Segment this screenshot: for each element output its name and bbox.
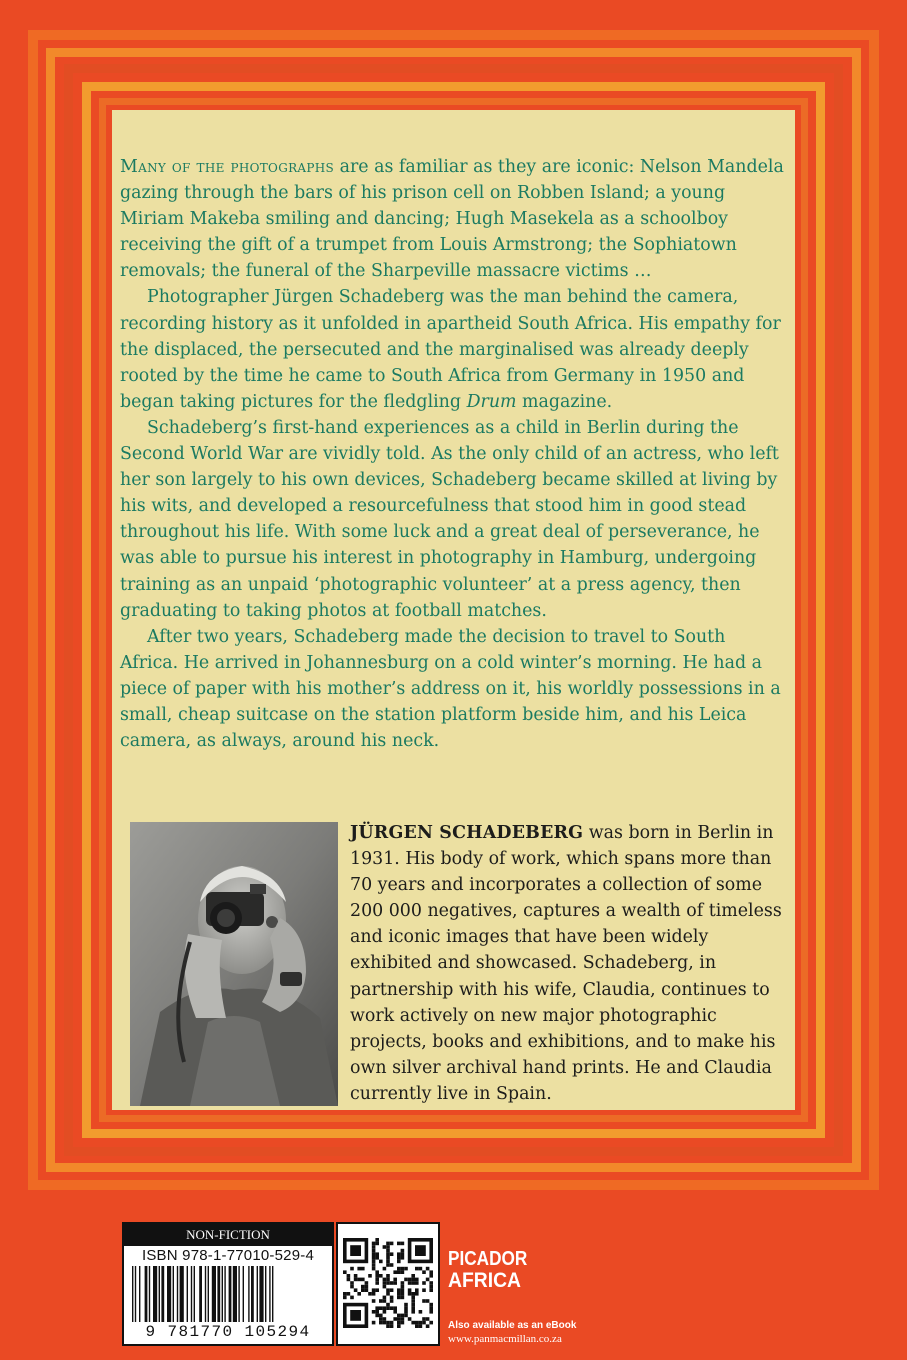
qr-module (397, 1296, 401, 1300)
qr-module (429, 1310, 433, 1314)
qr-module (350, 1285, 354, 1289)
qr-module (411, 1281, 415, 1285)
barcode-bar (265, 1266, 266, 1322)
qr-module (375, 1314, 379, 1318)
publisher-logo-line-2: AFRICA (448, 1269, 521, 1292)
qr-module (365, 1281, 369, 1285)
qr-module (361, 1278, 365, 1282)
qr-module (347, 1278, 351, 1282)
qr-module (379, 1274, 383, 1278)
qr-module (404, 1306, 408, 1310)
qr-module (429, 1288, 433, 1292)
qr-module (415, 1288, 419, 1292)
barcode-box (122, 1222, 334, 1346)
blurb-p2-before: Photographer Jürgen Schadeberg was the man behind the camera, recording history as it unfolded in apartheid South Africa. His empathy for the displaced, the persecuted and the marginalised was already deeply rooted by the time he came to South Africa from Germany in 1950 and began taking pictures for the fledgling (120, 287, 781, 412)
qr-module (401, 1281, 405, 1285)
qr-module (350, 1296, 354, 1300)
qr-module (368, 1274, 372, 1278)
magazine-title: Drum (466, 391, 517, 412)
author-bio-paragraph (350, 820, 786, 1107)
qr-module (397, 1256, 401, 1260)
barcode-bar (187, 1266, 188, 1322)
barcode-bar (259, 1266, 263, 1322)
qr-module (375, 1270, 379, 1274)
qr-module (411, 1292, 415, 1296)
qr-module (419, 1310, 423, 1314)
qr-module (415, 1321, 419, 1325)
qr-module (386, 1303, 390, 1307)
qr-module (386, 1252, 390, 1256)
qr-module (375, 1238, 379, 1242)
qr-module (386, 1263, 390, 1267)
qr-module (350, 1281, 354, 1285)
barcode-bar (177, 1266, 178, 1322)
qr-module (386, 1260, 390, 1264)
qr-module (393, 1317, 397, 1321)
barcode-bar (243, 1266, 244, 1322)
ebook-note: Also available as an eBook (448, 1320, 577, 1331)
qr-module (386, 1274, 390, 1278)
qr-module (426, 1324, 430, 1328)
qr-module (429, 1303, 433, 1307)
qr-module (372, 1260, 376, 1264)
qr-module (383, 1267, 387, 1271)
qr-module (390, 1324, 394, 1328)
qr-module (372, 1249, 376, 1253)
qr-module (365, 1288, 369, 1292)
qr-module (415, 1324, 419, 1328)
barcode-bar (194, 1266, 195, 1322)
barcode-bar (205, 1266, 206, 1322)
qr-module (390, 1242, 394, 1246)
qr-module (386, 1281, 390, 1285)
qr-module (386, 1242, 390, 1246)
qr-module (408, 1281, 412, 1285)
barcode-bar (251, 1266, 254, 1322)
qr-module (375, 1242, 379, 1246)
qr-module (415, 1281, 419, 1285)
blurb-paragraph-1 (120, 154, 786, 284)
barcode-bar (145, 1266, 148, 1322)
blurb-paragraph-3: Schadeberg’s first-hand experiences as a child in Berlin during the Second World War are vividly told. As the only child of an actress, who left her son largely to his own devices, Schadeberg became skilled at living by his wits, and developed a resourcefulness that stood him in good stead throughout his life. With some luck and a great deal of perseverance, he was able to pursue his interest in photography in Hamburg, undergoing training as an unpaid ‘photographic volunteer’ at a press agency, then graduating to taking photos at football matches. (120, 417, 779, 621)
qr-module (354, 1274, 358, 1278)
qr-module (386, 1249, 390, 1253)
qr-module (372, 1267, 376, 1271)
qr-module (426, 1299, 430, 1303)
qr-module (411, 1274, 415, 1278)
qr-module (415, 1267, 419, 1271)
qr-module (379, 1306, 383, 1310)
qr-finder-pattern (415, 1245, 426, 1256)
qr-module (390, 1296, 394, 1300)
barcode-bar (212, 1266, 216, 1322)
qr-module (401, 1249, 405, 1253)
qr-module (372, 1292, 376, 1296)
qr-module (390, 1321, 394, 1325)
qr-module (347, 1292, 351, 1296)
qr-module (347, 1274, 351, 1278)
qr-module (397, 1324, 401, 1328)
qr-module (411, 1299, 415, 1303)
qr-module (393, 1306, 397, 1310)
qr-module (401, 1267, 405, 1271)
qr-module (357, 1267, 361, 1271)
qr-module (429, 1274, 433, 1278)
barcode-bar (159, 1266, 160, 1322)
qr-module (411, 1306, 415, 1310)
qr-module (426, 1278, 430, 1282)
qr-module (383, 1285, 387, 1289)
blurb-lead-in: Many of the photographs (120, 157, 335, 177)
qr-module (386, 1292, 390, 1296)
qr-module (415, 1278, 419, 1282)
barcode-bar (238, 1266, 239, 1322)
qr-module (379, 1299, 383, 1303)
qr-module (429, 1270, 433, 1274)
barcode-bar (224, 1266, 225, 1322)
qr-module (375, 1274, 379, 1278)
barcode-bar (208, 1266, 209, 1322)
qr-module (350, 1267, 354, 1271)
blurb-paragraph-2 (120, 284, 786, 414)
qr-module (401, 1288, 405, 1292)
qr-module (401, 1321, 405, 1325)
qr-module (386, 1245, 390, 1249)
qr-module (411, 1321, 415, 1325)
qr-module (408, 1292, 412, 1296)
qr-module (383, 1296, 387, 1300)
qr-module (429, 1321, 433, 1325)
barcode-bar (269, 1266, 270, 1322)
qr-module (393, 1278, 397, 1282)
barcode-bar (272, 1266, 273, 1322)
qr-module (404, 1314, 408, 1318)
qr-module (357, 1292, 361, 1296)
qr-module (361, 1285, 365, 1289)
qr-module (372, 1288, 376, 1292)
qr-module (397, 1267, 401, 1271)
qr-module (386, 1256, 390, 1260)
qr-module (393, 1281, 397, 1285)
author-bio-text: was born in Berlin in 1931. His body of work, which spans more than 70 years and incorporates a collection of some 200 000 negatives, captures a wealth of timeless and iconic images that have been widely exhibited and showcased. Schadeberg, in partnership with his wife, Claudia, continues to work actively on new major photographic projects, books and exhibitions, and to make his own silver archival hand prints. He and Claudia currently live in Spain. (350, 823, 782, 1104)
barcode-bar (191, 1266, 192, 1322)
qr-module (401, 1242, 405, 1246)
qr-module (408, 1317, 412, 1321)
qr-module (401, 1256, 405, 1260)
qr-module (386, 1278, 390, 1282)
qr-module (422, 1288, 426, 1292)
qr-module (375, 1256, 379, 1260)
qr-module (429, 1281, 433, 1285)
qr-module (375, 1281, 379, 1285)
qr-module (386, 1321, 390, 1325)
qr-module (372, 1321, 376, 1325)
barcode-bar (180, 1266, 184, 1322)
qr-code (336, 1222, 440, 1346)
blurb-p1-text: are as familiar as they are iconic: Nelson Mandela gazing through the bars of his prison cell on Robben Island; a young Miriam Makeba smiling and dancing; Hugh Masekela as a schoolboy receiving the gift of a trumpet from Louis Armstrong; the Sophiatown removals; the funeral of the Sharpeville massacre victims … (120, 157, 784, 282)
qr-module (422, 1270, 426, 1274)
qr-module (372, 1252, 376, 1256)
qr-finder-pattern (350, 1310, 361, 1321)
qr-module (419, 1324, 423, 1328)
qr-module (397, 1252, 401, 1256)
qr-module (401, 1314, 405, 1318)
qr-module (343, 1296, 347, 1300)
qr-module (422, 1299, 426, 1303)
publisher-logo-line-1: PICADOR (448, 1248, 528, 1270)
author-name: JÜRGEN SCHADEBERG (350, 823, 584, 843)
qr-module (426, 1267, 430, 1271)
qr-module (375, 1310, 379, 1314)
qr-module (375, 1278, 379, 1282)
qr-module (386, 1306, 390, 1310)
blurb-paragraph-4: After two years, Schadeberg made the decision to travel to South Africa. He arrived in Johannesburg on a cold winter’s morning. He had a piece of paper with his mother’s address on it, his worldly possessions in a small, cheap suitcase on the station platform beside him, and his Leica camera, as always, around his neck. (120, 626, 781, 752)
qr-module (397, 1321, 401, 1325)
qr-module (372, 1299, 376, 1303)
qr-module (372, 1245, 376, 1249)
qr-module (401, 1292, 405, 1296)
qr-module (411, 1296, 415, 1300)
barcode-bar (132, 1266, 133, 1322)
qr-module (386, 1288, 390, 1292)
qr-module (383, 1281, 387, 1285)
qr-module (383, 1278, 387, 1282)
barcode-bar (199, 1266, 202, 1322)
qr-module (422, 1321, 426, 1325)
qr-module (401, 1270, 405, 1274)
qr-module (401, 1285, 405, 1289)
qr-module (357, 1278, 361, 1282)
isbn-text: ISBN 978-1-77010-529-4 (141, 1247, 314, 1264)
barcode-bar (135, 1266, 136, 1322)
qr-module (422, 1317, 426, 1321)
qr-module (343, 1270, 347, 1274)
barcode-bar (139, 1266, 140, 1322)
qr-module (372, 1310, 376, 1314)
qr-module (397, 1288, 401, 1292)
qr-module (397, 1260, 401, 1264)
qr-module (343, 1292, 347, 1296)
author-photo (130, 822, 338, 1106)
barcode-bar (173, 1266, 174, 1322)
qr-module (397, 1292, 401, 1296)
qr-module (375, 1306, 379, 1310)
qr-module (390, 1263, 394, 1267)
qr-module (383, 1317, 387, 1321)
qr-module (375, 1288, 379, 1292)
publisher-url[interactable]: www.panmacmillan.co.za (448, 1333, 562, 1345)
qr-module (408, 1278, 412, 1282)
qr-module (372, 1256, 376, 1260)
barcode-bar (149, 1266, 150, 1322)
qr-module (368, 1292, 372, 1296)
barcode-bar (229, 1266, 232, 1322)
qr-module (383, 1306, 387, 1310)
qr-module (375, 1252, 379, 1256)
barcode-bar (248, 1266, 249, 1322)
qr-module (415, 1292, 419, 1296)
qr-module (429, 1285, 433, 1289)
qr-module (411, 1310, 415, 1314)
qr-module (390, 1281, 394, 1285)
qr-module (397, 1317, 401, 1321)
qr-module (393, 1270, 397, 1274)
qr-module (379, 1314, 383, 1318)
barcode-bar (233, 1266, 237, 1322)
qr-module (383, 1321, 387, 1325)
qr-module (419, 1267, 423, 1271)
blurb-p2-after: magazine. (516, 391, 613, 412)
qr-module (411, 1303, 415, 1307)
qr-module (379, 1321, 383, 1325)
qr-module (372, 1263, 376, 1267)
qr-module (397, 1314, 401, 1318)
qr-module (404, 1278, 408, 1282)
qr-module (390, 1306, 394, 1310)
qr-module (379, 1260, 383, 1264)
qr-module (379, 1317, 383, 1321)
qr-module (383, 1310, 387, 1314)
qr-module (397, 1242, 401, 1246)
qr-module (390, 1288, 394, 1292)
blurb-text (120, 154, 786, 754)
category-label: NON-FICTION (124, 1224, 332, 1246)
qr-module (361, 1288, 365, 1292)
qr-module (383, 1299, 387, 1303)
qr-module (354, 1278, 358, 1282)
qr-module (401, 1317, 405, 1321)
barcode-bar (217, 1266, 220, 1322)
qr-module (393, 1310, 397, 1314)
barcode-bar (257, 1266, 258, 1322)
author-photo-image (130, 822, 338, 1106)
qr-finder-pattern (350, 1245, 361, 1256)
barcode-number: 9 781770 105294 (145, 1323, 311, 1341)
qr-module (429, 1306, 433, 1310)
qr-module (408, 1288, 412, 1292)
qr-module (426, 1317, 430, 1321)
qr-module (404, 1267, 408, 1271)
qr-module (422, 1281, 426, 1285)
qr-module (411, 1278, 415, 1282)
barcode-bar (167, 1266, 171, 1322)
qr-module (390, 1252, 394, 1256)
qr-module (404, 1303, 408, 1307)
qr-module (390, 1299, 394, 1303)
barcode-bar (153, 1266, 157, 1322)
qr-module (354, 1288, 358, 1292)
qr-module (386, 1324, 390, 1328)
qr-module (397, 1270, 401, 1274)
author-bio (350, 820, 786, 1107)
qr-module (401, 1252, 405, 1256)
publisher-logo (448, 1248, 538, 1291)
qr-module (383, 1245, 387, 1249)
barcode-bar (161, 1266, 164, 1322)
qr-module (365, 1285, 369, 1289)
qr-module (401, 1296, 405, 1300)
barcode-bar (222, 1266, 223, 1322)
qr-module (361, 1267, 365, 1271)
qr-module (372, 1242, 376, 1246)
qr-module (404, 1310, 408, 1314)
barcode-bars (132, 1266, 324, 1322)
qr-code-image (338, 1224, 438, 1344)
qr-module (419, 1321, 423, 1325)
